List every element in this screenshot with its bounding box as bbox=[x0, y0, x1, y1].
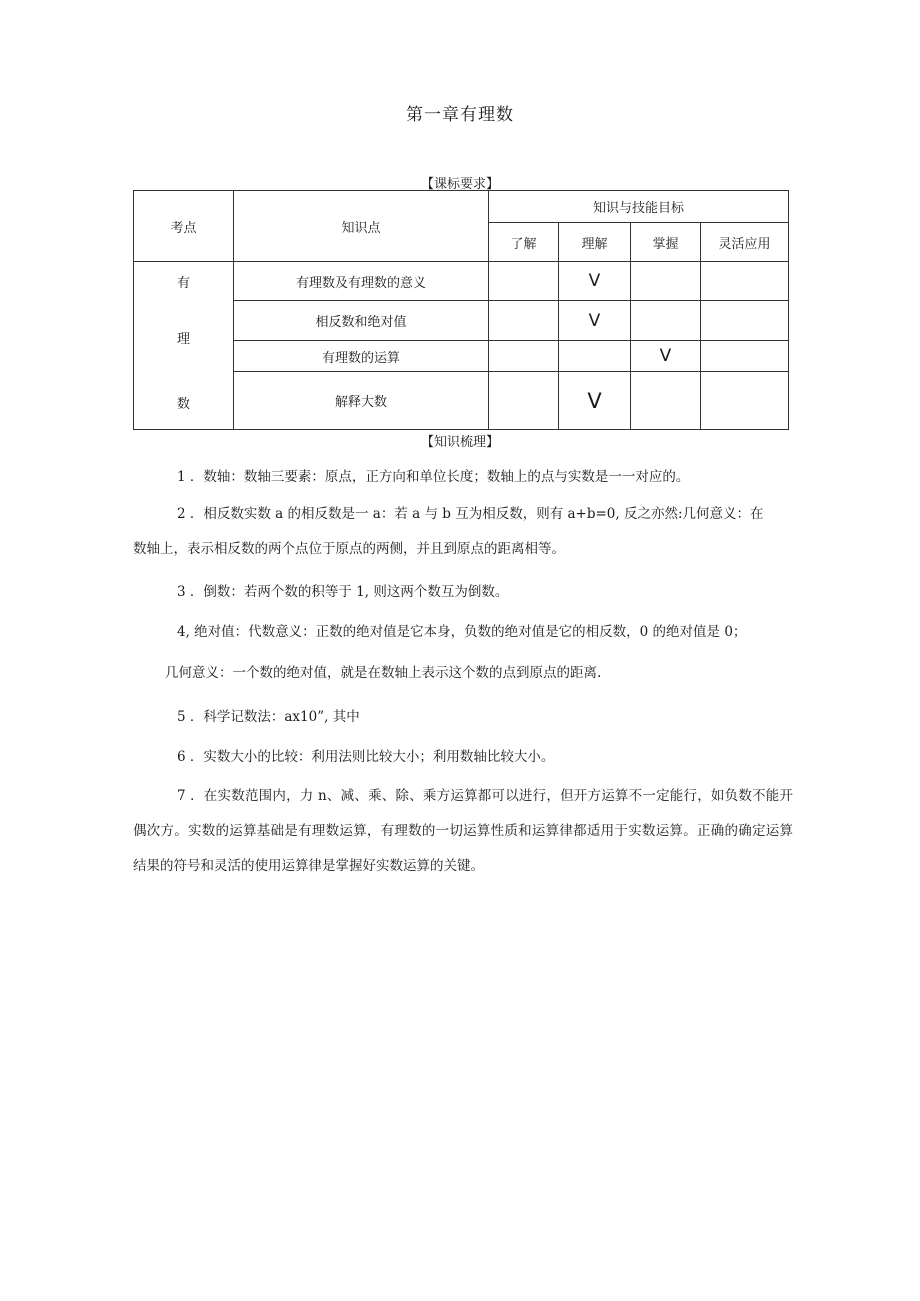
header-kaodian: 考点 bbox=[134, 191, 234, 262]
mark-cell bbox=[489, 301, 559, 341]
kaodian-char: 理 bbox=[176, 332, 190, 347]
mark-cell bbox=[631, 301, 701, 341]
goal-level-apply: 灵活应用 bbox=[701, 223, 789, 262]
paragraph-reciprocal: 3 ．倒数：若两个数的积等于 1, 则这两个数互为倒数。 bbox=[177, 584, 509, 600]
paragraph-comparison: 6 ．实数大小的比较：利用法则比较大小；利用数轴比较大小。 bbox=[177, 749, 555, 765]
paragraph-scientific-notation: 5 ．科学记数法：ax10”, 其中 bbox=[177, 709, 360, 725]
goal-level-master: 掌握 bbox=[631, 223, 701, 262]
paragraph-number-line: 1 ．数轴：数轴三要素：原点，正方向和单位长度；数轴上的点与实数是一一对应的。 bbox=[177, 469, 690, 485]
goal-level-understand: 了解 bbox=[489, 223, 559, 262]
paragraph-absolute-value-geometry: 几何意义：一个数的绝对值，就是在数轴上表示这个数的点到原点的距离. bbox=[165, 665, 602, 681]
section-heading-knowledge: 【知识梳理】 bbox=[420, 435, 499, 450]
table-header-row bbox=[134, 191, 789, 223]
kaodian-cell bbox=[134, 262, 234, 430]
table-row bbox=[134, 262, 789, 301]
topic-cell: 相反数和绝对值 bbox=[234, 301, 489, 341]
mark-cell: V bbox=[631, 341, 701, 372]
paragraph-opposite-numbers: 2 ．相反数实数 a 的相反数是一 a：若 a 与 b 互为相反数，则有 a+b=0, 反之亦然:几何意义：在 bbox=[177, 506, 764, 522]
topic-cell: 有理数及有理数的意义 bbox=[234, 262, 489, 301]
kaodian-char: 数 bbox=[176, 397, 190, 412]
mark-cell bbox=[489, 262, 559, 301]
paragraph-real-number-operations: 7 ．在实数范围内，力 n、减、乘、除、乘方运算都可以进行，但开方运算不一定能行，如负数不能开偶次方。实数的运算基础是有理数运算，有理数的一切运算性质和运算律都适用于实数运算。正确的确定运算结果的符号和灵活的使用运算律是掌握好实数运算的关键。 bbox=[133, 788, 793, 874]
mark-cell bbox=[489, 372, 559, 430]
mark-cell bbox=[631, 372, 701, 430]
mark-cell bbox=[559, 341, 631, 372]
header-goal: 知识与技能目标 bbox=[489, 191, 789, 223]
mark-cell bbox=[701, 301, 789, 341]
mark-cell: V bbox=[559, 372, 631, 430]
section-heading-curriculum: 【课标要求】 bbox=[420, 177, 499, 192]
mark-cell: V bbox=[559, 262, 631, 301]
mark-cell bbox=[631, 262, 701, 301]
kaodian-char: 有 bbox=[176, 276, 190, 291]
mark-cell bbox=[701, 372, 789, 430]
paragraph-opposite-numbers-cont: 数轴上，表示相反数的两个点位于原点的两侧，并且到原点的距离相等。 bbox=[133, 541, 565, 557]
curriculum-requirements-table bbox=[133, 190, 789, 430]
mark-cell bbox=[701, 341, 789, 372]
topic-cell: 有理数的运算 bbox=[234, 341, 489, 372]
mark-cell bbox=[489, 341, 559, 372]
mark-cell: V bbox=[559, 301, 631, 341]
mark-cell bbox=[701, 262, 789, 301]
header-zhishidian: 知识点 bbox=[234, 191, 489, 262]
goal-level-comprehend: 理解 bbox=[559, 223, 631, 262]
page-title: 第一章有理数 bbox=[406, 105, 514, 125]
paragraph-absolute-value: 4, 绝对值：代数意义：正数的绝对值是它本身，负数的绝对值是它的相反数，0 的绝对值是 0； bbox=[177, 624, 747, 640]
topic-cell: 解释大数 bbox=[234, 372, 489, 430]
